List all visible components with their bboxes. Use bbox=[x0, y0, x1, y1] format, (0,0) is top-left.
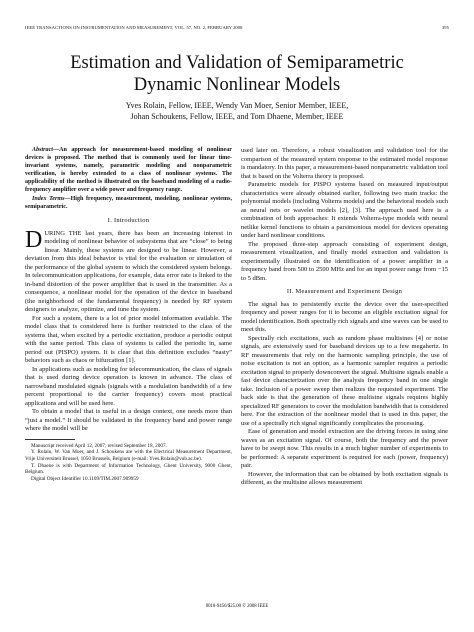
index-terms-lead: Index Terms bbox=[32, 196, 65, 203]
index-terms bbox=[25, 196, 232, 212]
right-paragraph-1: used later on. Therefore, a robust visualization and validation tool for the comparison of the measured system response to the estimated model response is mandatory. In this paper, a measurement-based nonparametric validation tool that is based on the Volterra theory is proposed. bbox=[241, 147, 448, 180]
intro-paragraph-2: For such a system, there is a lot of prior model information available. The model class that is considered here is further restricted to the class of the systems that, when excited by a periodic excitation, produce a periodic output with the same period. This class of systems is called the periodic in, same period out (PISPO) system. It is clear that this definition excludes “nasty” behaviors such as chaos or bifurcation [1]. bbox=[25, 314, 232, 365]
page-number: 395 bbox=[441, 25, 449, 30]
intro-paragraph-1 bbox=[25, 226, 232, 315]
section2-paragraph-2: Spectrally rich excitations, such as random phase multisines [4] or noise signals, are extensively used for baseband devices up to a few megahertz. In RF measurements that rely on the harmonic sampling principle, the use of noise excitation is not an option, as a harmonic sampler requires a periodic excitation signal to properly downconvert the signal. Multisine signals enable a fast device characterization over the analysis frequency band in one single take. Inclusion of a power sweep then realizes the requested experiment. The back side is that the generation of these multisine signals requires highly specialized RF generators to cover the modulation bandwidth that is considered here. For the extraction of the nonlinear model that is used in this paper, the use of a spectrally rich signal significantly complicates the processing. bbox=[241, 334, 448, 427]
running-head bbox=[25, 25, 449, 33]
right-paragraph-3: The proposed three-step approach consisting of experiment design, measurement visualization, and finally model extraction and validation is experimentally illustrated on the identification of a power amplifier in a frequency band from 500 to 2500 MHz and for an input power range from −15 to 5 dBm. bbox=[241, 240, 448, 282]
intro-paragraph-3: In applications such as modeling for telecommunication, the class of signals that is used during device operation is known in advance. The class of narrowband modulated signals (signals with a modulation bandwidth of a few percent proportional to the carrier frequency) covers most practical applications and will be used here. bbox=[25, 365, 232, 407]
index-terms-text: —High frequency, measurement, modeling, nonlinear systems, semiparametric. bbox=[25, 196, 232, 211]
title-line-2: Dynamic Nonlinear Models bbox=[133, 75, 341, 95]
authors-line-1: Yves Rolain, Fellow, IEEE, Wendy Van Moer, Senior Member, IEEE, bbox=[125, 101, 349, 110]
section2-paragraph-1: The signal has to persistently excite the device over the user-specified frequency and power ranges for it to become an eligible excitation signal for model identification. Both spectrally rich signals and sine waves can be used to meet this. bbox=[241, 300, 448, 333]
journal-name: IEEE TRANSACTIONS ON INSTRUMENTATION AND MEASUREMENT, VOL. 57, NO. 2, FEBRUARY 2008 bbox=[25, 25, 243, 30]
right-column bbox=[241, 147, 448, 488]
footnote-manuscript: Manuscript received April 12, 2007; revised September 18, 2007. bbox=[31, 442, 167, 449]
drop-cap: D bbox=[25, 226, 43, 253]
intro-paragraph-1-text: URING THE last years, there has been an increasing interest in modeling of nonlinear behavior of subsystems that are “close” to being linear. Mainly, these systems are designed to be linear. However, a deviation from this ideal behavior is vital for the evaluation or simulation of the performance of the global system to which the considered system belongs. In telecommunication applications, for example, data error rate is linked to the in-band distortion of the power amplifier that is used in the transmitter. As a consequence, a nonlinear model for the operation of the device in baseband (the neighborhood of the fundamental frequency) is needed by RF system designers to analyze, optimize, and tune the system. bbox=[25, 229, 232, 314]
paper-title bbox=[20, 52, 454, 96]
authors-line-2: Johan Schoukens, Fellow, IEEE, and Tom Dhaene, Member, IEEE bbox=[130, 111, 344, 121]
author-list bbox=[20, 101, 454, 122]
section-heading-introduction: I. Introduction bbox=[107, 217, 150, 225]
copyright-footer: 0018-9456/$25.00 © 2008 IEEE bbox=[205, 604, 269, 609]
footnote-doi: Digital Object Identifier 10.1109/TIM.2007.909959 bbox=[31, 475, 139, 482]
section2-paragraph-3: Ease of generation and model extraction are the driving forces in using sine waves as an excitation signal. Of course, both the frequency and the power have to be swept now. This results in a much higher number of experiments to be performed: A separate experiment is required for each (power, frequency) pair. bbox=[241, 428, 448, 469]
left-column bbox=[25, 147, 232, 482]
footnote-affiliation-1: Y. Rolain, W. Van Moer, and J. Schoukens are with the Electrical Measurement Department, Vrije Universiteit Brussel, 1050 Brussels, Belgium (e-mail: Yves.Rolain@vub.ac.be). bbox=[25, 449, 232, 462]
title-line-1: Estimation and Validation of Semiparametric bbox=[70, 53, 404, 73]
right-paragraph-2: Parametric models for PISPO systems based on measured input/output characteristics were already obtained earlier, following two main tracks: the polynomial models (including Volterra models) and the behavioral models such as neural nets or wavelet models [2], [3]. The approach used here is a combination of both approaches: It extends Volterra-type models with neural netlike kernel functions to obtain a parsimonious model for devices operating under hard nonlinear conditions. bbox=[241, 181, 448, 239]
intro-paragraph-4: To obtain a model that is useful in a design context, one needs more than “just a model.” It should be validated in the frequency band and power range where the model will be bbox=[25, 408, 232, 433]
footnote-rule bbox=[25, 439, 75, 440]
footnote-affiliation-2: T. Dhaene is with Department of Information Technology, Ghent University, 9000 Ghent, Belgium. bbox=[25, 462, 232, 476]
abstract-text: —An approach for measurement-based modeling of nonlinear devices is proposed. The method that is commonly used for linear time-invariant systems, namely, parametric modeling and nonparametric verification, is hereby extended to a class of nonlinear systems. The applicability of the method is illustrated on the baseband modeling of a radio-frequency amplifier over a wide power and frequency range. bbox=[25, 147, 232, 193]
abstract bbox=[25, 147, 232, 194]
abstract-lead: Abstract bbox=[32, 147, 53, 153]
section-heading-measurement: II. Measurement and Experiment Design bbox=[286, 288, 403, 295]
section2-paragraph-4: However, the information that can be obtained by both excitation signals is different, as the multisine allows measurement bbox=[241, 470, 448, 486]
